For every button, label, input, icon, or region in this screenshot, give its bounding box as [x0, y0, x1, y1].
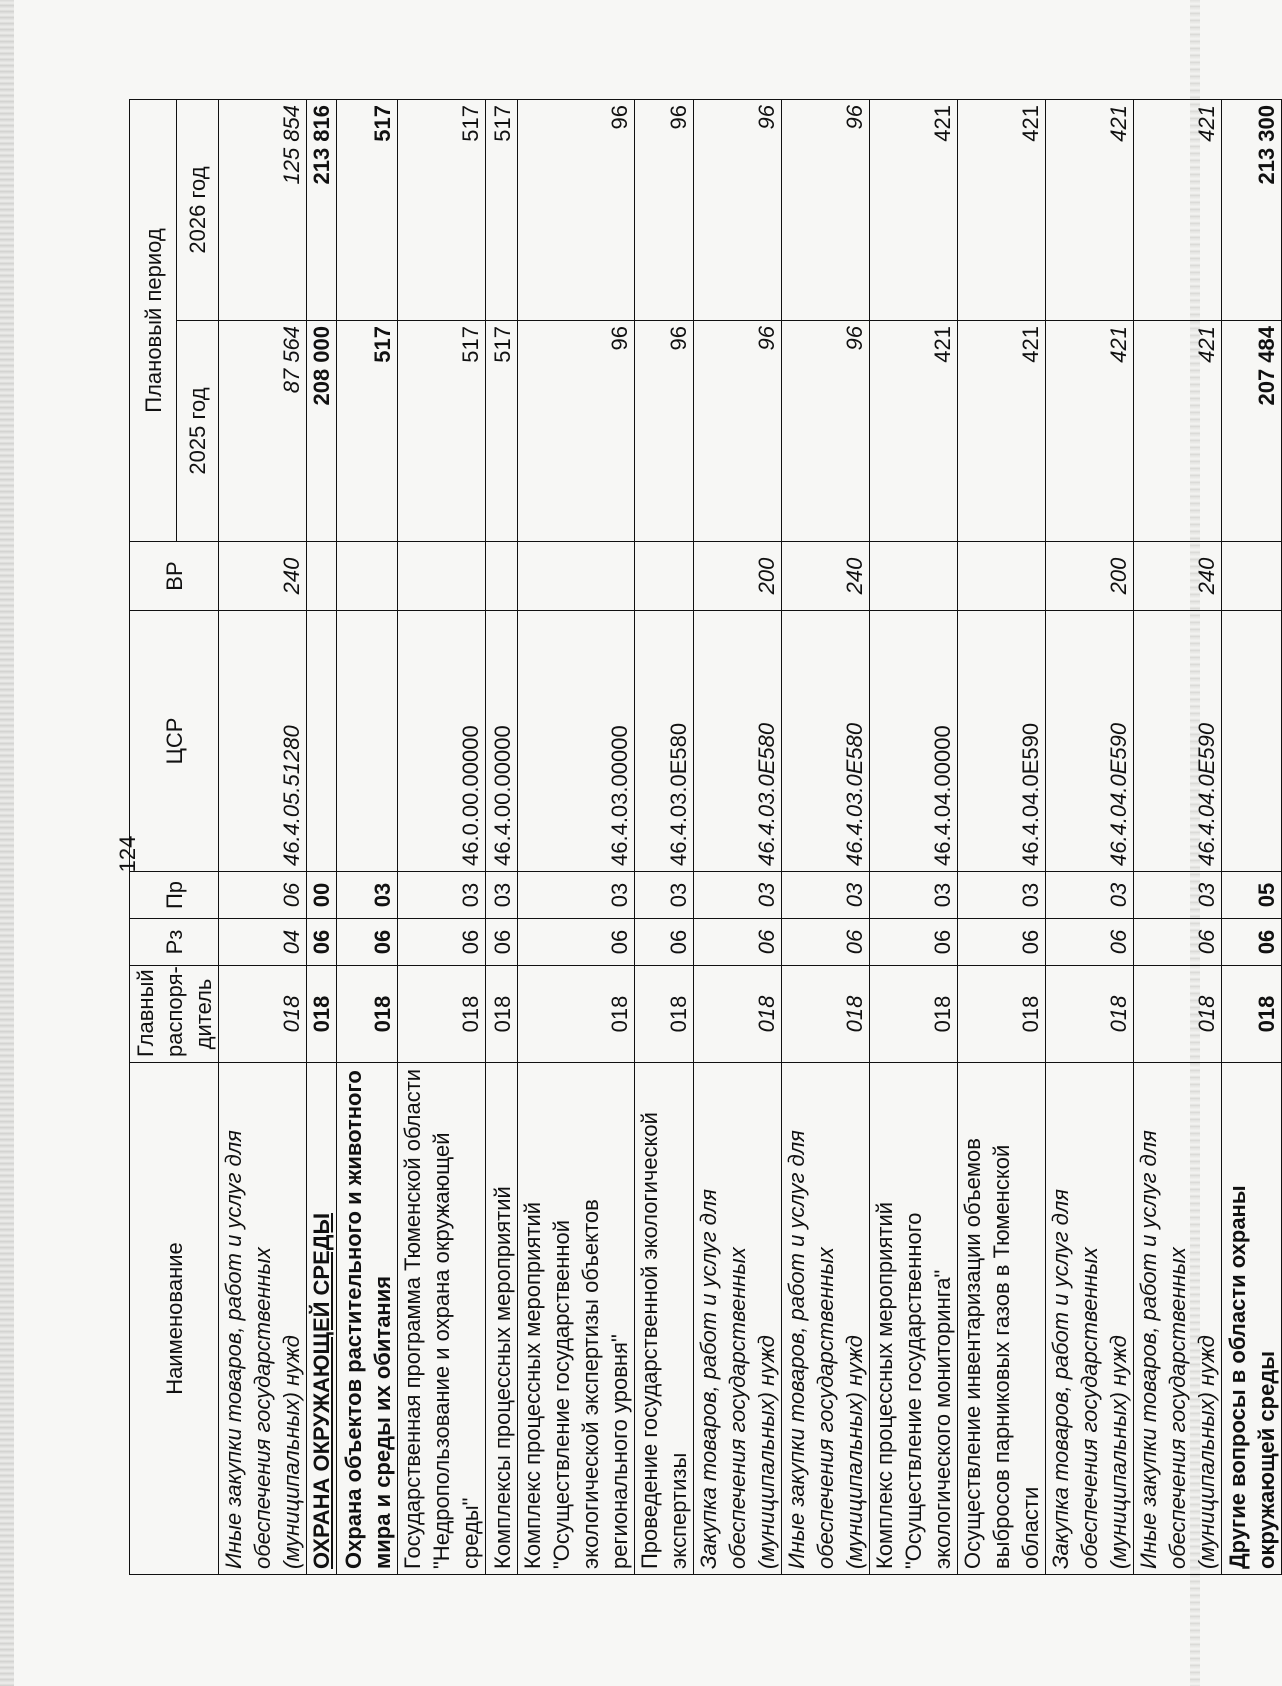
header-vr: ВР	[130, 542, 219, 611]
row-name: Комплекс процессных мероприятий "Осуществление государственного экологического мониторинга"	[870, 1063, 958, 1575]
row-y2026: 517	[337, 100, 398, 321]
row-rz: 06	[1222, 919, 1282, 966]
row-y2026: 421	[870, 100, 958, 321]
row-rz: 06	[958, 919, 1046, 966]
row-rz: 06	[870, 919, 958, 966]
row-y2026: 421	[1134, 100, 1222, 321]
row-y2026: 421	[958, 100, 1046, 321]
row-pr: 03	[958, 872, 1046, 919]
row-pr: 03	[337, 872, 398, 919]
row-y2026: 125 854	[219, 100, 307, 321]
row-y2026: 213 300	[1222, 100, 1282, 321]
row-y2026: 96	[635, 100, 694, 321]
row-y2025: 96	[518, 321, 635, 542]
row-tsr: 46.4.04.0Е590	[1134, 611, 1222, 872]
row-y2025: 208 000	[307, 321, 337, 542]
row-y2025: 96	[694, 321, 782, 542]
row-tsr: 46.4.05.51280	[219, 611, 307, 872]
row-vr	[1222, 542, 1282, 611]
row-vr	[398, 542, 486, 611]
row-pr: 03	[782, 872, 870, 919]
row-gr: 018	[486, 966, 518, 1063]
row-gr: 018	[782, 966, 870, 1063]
row-tsr: 46.4.03.0Е580	[694, 611, 782, 872]
row-y2026: 96	[782, 100, 870, 321]
table-row	[958, 100, 1046, 1575]
row-y2025: 421	[1046, 321, 1134, 542]
row-y2026: 421	[1046, 100, 1134, 321]
row-y2026: 213 816	[307, 100, 337, 321]
row-name: Закупка товаров, работ и услуг для обеспечения государственных (муниципальных) нужд	[694, 1063, 782, 1575]
row-tsr: 46.4.03.0Е580	[782, 611, 870, 872]
row-name: Государственная программа Тюменской области "Недропользование и охрана окружающей среды"	[398, 1063, 486, 1575]
table-row	[219, 100, 307, 1575]
table-row	[486, 100, 518, 1575]
row-name: Иные закупки товаров, работ и услуг для обеспечения государственных (муниципальных) нужд	[219, 1063, 307, 1575]
row-rz: 06	[635, 919, 694, 966]
header-year-2025: 2025 год	[177, 321, 219, 542]
row-gr: 018	[337, 966, 398, 1063]
row-pr: 03	[486, 872, 518, 919]
row-gr: 018	[1222, 966, 1282, 1063]
row-rz: 06	[694, 919, 782, 966]
row-tsr: 46.4.03.0Е580	[635, 611, 694, 872]
row-name: Комплекс процессных мероприятий "Осуществление государственной экологической экспертизы объектов регионального уровня"	[518, 1063, 635, 1575]
row-vr	[958, 542, 1046, 611]
row-pr: 03	[694, 872, 782, 919]
row-name: Иные закупки товаров, работ и услуг для обеспечения государственных (муниципальных) нужд	[782, 1063, 870, 1575]
table-row	[694, 100, 782, 1575]
table-row	[307, 100, 337, 1575]
row-rz: 04	[219, 919, 307, 966]
table-row	[518, 100, 635, 1575]
row-gr: 018	[518, 966, 635, 1063]
header-year-2026: 2026 год	[177, 100, 219, 321]
table-row	[635, 100, 694, 1575]
page-number: 124	[115, 835, 140, 873]
row-gr: 018	[1046, 966, 1134, 1063]
row-pr: 06	[219, 872, 307, 919]
row-y2026: 517	[398, 100, 486, 321]
header-pr: Пр	[130, 872, 219, 919]
row-tsr: 46.4.04.0Е590	[1046, 611, 1134, 872]
budget-table	[129, 99, 1282, 1575]
row-pr: 03	[870, 872, 958, 919]
row-gr: 018	[398, 966, 486, 1063]
row-pr: 03	[518, 872, 635, 919]
header-name: Наименование	[130, 1063, 219, 1575]
table-row	[398, 100, 486, 1575]
row-vr	[337, 542, 398, 611]
row-rz: 06	[1134, 919, 1222, 966]
header-main-admin: Главный распоря-дитель	[130, 966, 219, 1063]
row-pr: 03	[398, 872, 486, 919]
row-name: ОХРАНА ОКРУЖАЮЩЕЙ СРЕДЫ	[307, 1063, 337, 1575]
row-gr: 018	[219, 966, 307, 1063]
row-y2025: 87 564	[219, 321, 307, 542]
rotated-table-container	[129, 100, 1279, 1575]
row-y2026: 96	[518, 100, 635, 321]
header-tsr: ЦСР	[130, 611, 219, 872]
row-vr: 240	[782, 542, 870, 611]
row-name: Охрана объектов растительного и животного мира и среды их обитания	[337, 1063, 398, 1575]
row-y2025: 421	[870, 321, 958, 542]
row-tsr: 46.4.03.00000	[518, 611, 635, 872]
row-rz: 06	[307, 919, 337, 966]
scan-edge-left	[0, 0, 14, 1686]
row-pr: 03	[1134, 872, 1222, 919]
row-tsr: 46.4.04.0Е590	[958, 611, 1046, 872]
row-name: Осуществление инвентаризации объемов выбросов парниковых газов в Тюменской области	[958, 1063, 1046, 1575]
header-rz: Рз	[130, 919, 219, 966]
row-tsr: 46.4.00.00000	[486, 611, 518, 872]
row-vr	[486, 542, 518, 611]
row-gr: 018	[307, 966, 337, 1063]
row-vr	[518, 542, 635, 611]
row-rz: 06	[337, 919, 398, 966]
row-gr: 018	[635, 966, 694, 1063]
row-y2025: 517	[337, 321, 398, 542]
row-name: Проведение государственной экологической экспертизы	[635, 1063, 694, 1575]
row-y2026: 96	[694, 100, 782, 321]
row-y2025: 421	[958, 321, 1046, 542]
row-rz: 06	[518, 919, 635, 966]
row-tsr	[337, 611, 398, 872]
row-y2026: 517	[486, 100, 518, 321]
row-pr: 03	[1046, 872, 1134, 919]
row-vr: 200	[694, 542, 782, 611]
row-vr: 240	[1134, 542, 1222, 611]
row-rz: 06	[486, 919, 518, 966]
row-rz: 06	[398, 919, 486, 966]
row-tsr: 46.4.04.00000	[870, 611, 958, 872]
row-y2025: 517	[486, 321, 518, 542]
table-row	[337, 100, 398, 1575]
row-pr: 05	[1222, 872, 1282, 919]
row-tsr	[1222, 611, 1282, 872]
row-rz: 06	[782, 919, 870, 966]
row-pr: 03	[635, 872, 694, 919]
row-gr: 018	[870, 966, 958, 1063]
row-y2025: 421	[1134, 321, 1222, 542]
row-pr: 00	[307, 872, 337, 919]
row-vr	[635, 542, 694, 611]
row-tsr: 46.0.00.00000	[398, 611, 486, 872]
row-name: Комплексы процессных мероприятий	[486, 1063, 518, 1575]
row-y2025: 96	[635, 321, 694, 542]
row-vr	[307, 542, 337, 611]
row-gr: 018	[694, 966, 782, 1063]
table-row	[1222, 100, 1282, 1575]
table-row	[1046, 100, 1134, 1575]
row-name: Закупка товаров, работ и услуг для обеспечения государственных (муниципальных) нужд	[1046, 1063, 1134, 1575]
row-rz: 06	[1046, 919, 1134, 966]
row-vr	[870, 542, 958, 611]
table-row	[870, 100, 958, 1575]
table-row	[1134, 100, 1222, 1575]
table-row	[782, 100, 870, 1575]
row-y2025: 517	[398, 321, 486, 542]
row-gr: 018	[1134, 966, 1222, 1063]
row-gr: 018	[958, 966, 1046, 1063]
header-planned-period: Плановый период	[130, 100, 177, 542]
row-vr: 240	[219, 542, 307, 611]
row-y2025: 207 484	[1222, 321, 1282, 542]
row-name: Иные закупки товаров, работ и услуг для обеспечения государственных (муниципальных) нужд	[1134, 1063, 1222, 1575]
row-tsr	[307, 611, 337, 872]
row-y2025: 96	[782, 321, 870, 542]
row-vr: 200	[1046, 542, 1134, 611]
row-name: Другие вопросы в области охраны окружающей среды	[1222, 1063, 1282, 1575]
